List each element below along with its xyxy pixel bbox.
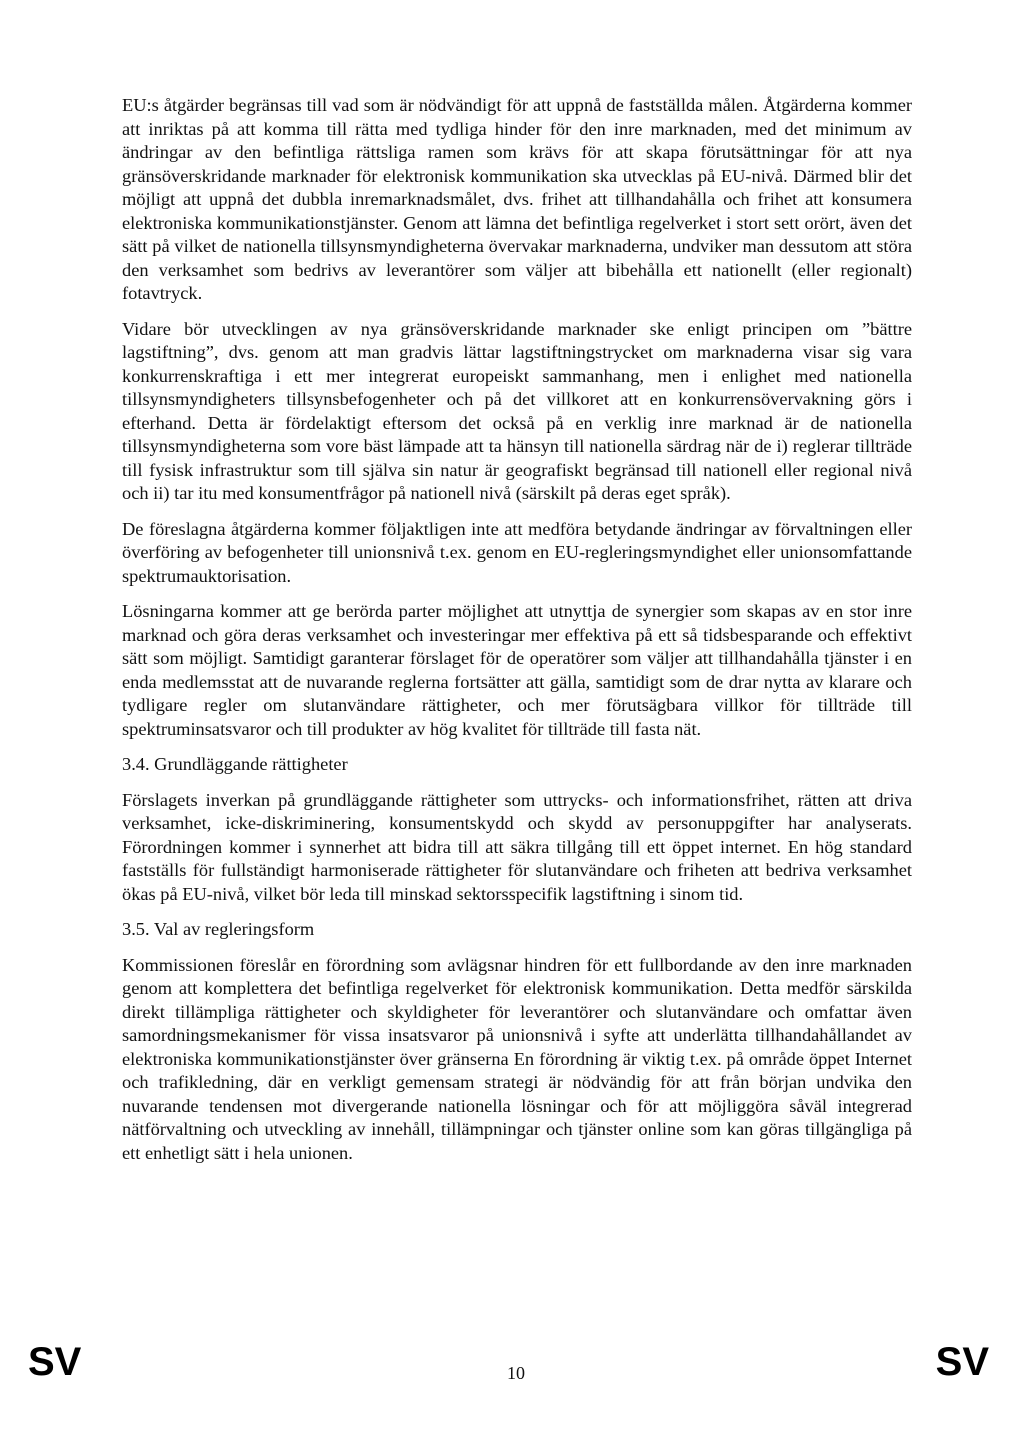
paragraph-no-major-changes: De föreslagna åtgärderna kommer följaktligen inte att medföra betydande ändringar av förvaltningen eller överföring av befogenheter till unionsnivå t.ex. genom en EU-regleringsmyndighet eller unionsomfattande spektrumauktorisation. [122,518,912,586]
footer-language-left: SV [28,1340,82,1384]
page-footer [0,1340,1024,1390]
section-heading-regulatory-form: 3.5. Val av regleringsform [122,919,315,939]
paragraph-better-regulation: Vidare bör utvecklingen av nya gränsöverskridande marknader ske enligt principen om ”bättre lagstiftning”, dvs. genom att man gradvis lättar lagstiftningstrycket om marknaderna visar sig vara konkurrenskraftiga i ett mer integrerat europeiskt sammanhang, men i enlighet med nationella tillsynsmyndigheters tillsynsbefogenheter och på det villkoret att en konkurrensövervakning görs i efterhand. Detta är fördelaktigt eftersom det också på en verklig inre marknad är de nationella tillsynsmyndigheterna som vore bäst lämpade att ta hänsyn till nationella särdrag när de i) reglerar tillträde till fysisk infrastruktur som till själva sin natur är geografiskt begränsad till nationell eller regional nivå och ii) tar itu med konsumentfrågor på nationell nivå (särskilt på deras eget språk). [122,318,912,503]
footer-language-right: SV [935,1340,989,1384]
section-heading-fundamental-rights: 3.4. Grundläggande rättigheter [122,754,348,774]
paragraph-fundamental-rights: Förslagets inverkan på grundläggande rättigheter som uttrycks- och informationsfrihet, rätten att driva verksamhet, icke-diskriminering, konsumentskydd och skydd av personuppgifter har analyserats. Förordningen kommer i synnerhet att bidra till att säkra tillgång till ett öppet internet. En hög standard fastställs för fullständigt harmoniserade rättigheter för slutanvändare och friheten att bedriva verksamhet ökas på EU-nivå, vilket bör leda till minskad sektorsspecifik lagstiftning i sinom tid. [122,789,912,904]
document-body [122,94,912,1177]
paragraph-synergies: Lösningarna kommer att ge berörda parter möjlighet att utnyttja de synergier som skapas av en stor inre marknad och göra deras verksamhet och investeringar mer effektiva på ett så tidsbesparande och effektivt sätt som möjligt. Samtidigt garanterar förslaget för de operatörer som väljer att tillhandahålla tjänster i en enda medlemsstat att de nuvarande reglerna fortsätter att gälla, samtidigt som de drar nytta av klarare och tydligare regler om slutanvändare rättigheter, och mer förutsägbara villkor för tillträde till spektruminsatsvaror och till produkter av hög kvalitet för tillträde till fasta nät. [122,601,912,739]
page-number: 10 [507,1363,525,1383]
paragraph-regulatory-form: Kommissionen föreslår en förordning som avlägsnar hindren för ett fullbordande av den inre marknaden genom att komplettera det befintliga regelverket för elektronisk kommunikation. Detta medför särskilda direkt tillämpliga rättigheter och skyldigheter för leverantörer och slutanvändare och omfattar även samordningsmekanismer för vissa insatsvaror på unionsnivå i syfte att underlätta tillhandahållandet av elektroniska kommunikationstjänster över gränserna En förordning är viktig t.ex. på område öppet Internet och trafikledning, där en verkligt gemensam strategi är nödvändig för att från början undvika den nuvarande tendensen mot divergerande nationella lösningar och för att möjliggöra såväl integrerad nätförvaltning och utveckling av innehåll, tillämpningar och tjänster online som kan göras tillgängliga på ett enhetligt sätt i hela unionen. [122,954,912,1163]
paragraph-eu-measures: EU:s åtgärder begränsas till vad som är nödvändigt för att uppnå de fastställda målen. Åtgärderna kommer att inriktas på att komma till rätta med tydliga hinder för den inre marknaden, med det minimum av ändringar av den befintliga rättsliga ramen som krävs för att skapa förutsättningar för att nya gränsöverskridande marknader för elektronisk kommunikation ska utvecklas på EU-nivå. Därmed blir det möjligt att uppnå det dubbla inremarknadsmålet, dvs. frihet att tillhandahålla och frihet att konsumera elektroniska kommunikationstjänster. Genom att lämna det befintliga regelverket i stort sett orört, även det sätt på vilket de nationella tillsynsmyndigheterna övervakar marknaderna, undviker man dessutom att störa den verksamhet som bedrivs av leverantörer som väljer att bibehålla ett nationellt (eller regionalt) fotavtryck. [122,95,912,303]
